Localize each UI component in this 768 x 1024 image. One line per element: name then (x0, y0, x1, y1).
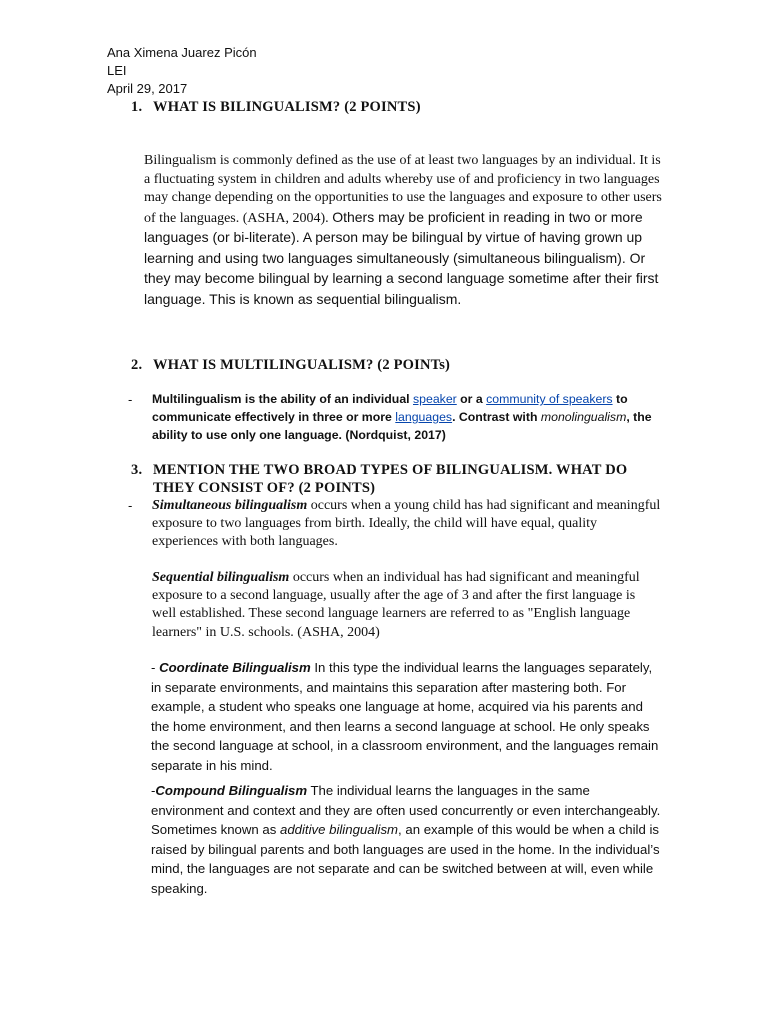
sequential-text: occurs when an individual has had significant and meaningful exposure to a second language, usually after the age of 3 and after the first language is well established. These second language learners are referred to as "English language learners" in U.S. schools. (ASHA, 2004) (152, 570, 640, 640)
sequential-paragraph (152, 569, 662, 642)
answer-1-serif-text: Bilingualism is commonly defined as the use of at least two languages by an individual. It is a fluctuating system in children and adults whereby use of and proficiency in two languages may change depending on the opportunities to use the languages and exposure to other users of the languages. (ASHA, 2004). (144, 153, 662, 226)
question-1-number: 1. (131, 99, 143, 115)
compound-term: Compound Bilingualism (155, 783, 308, 798)
simultaneous-paragraph (152, 497, 662, 552)
answer-1-paragraph (144, 152, 664, 310)
answer-2-text-4: . Contrast with (452, 410, 541, 424)
answer-2-bullet: - (128, 392, 133, 407)
speaker-link[interactable]: speaker (413, 392, 457, 406)
answer-2-text-3: to communicate effectively in three or more (152, 392, 628, 424)
coordinate-term: Coordinate Bilingualism (159, 660, 311, 675)
compound-prefix: - (151, 783, 156, 798)
languages-link[interactable]: languages (395, 410, 453, 424)
community-of-speakers-link[interactable]: community of speakers (486, 392, 613, 406)
question-2-title: WHAT IS MULTILINGUALISM? (2 POINTs) (153, 357, 451, 373)
compound-paragraph (151, 781, 661, 898)
question-3-number: 3. (131, 462, 143, 478)
author-name: Ana Ximena Juarez Picón (107, 45, 257, 60)
question-3-title: MENTION THE TWO BROAD TYPES OF BILINGUALISM. WHAT DO THEY CONSIST OF? (2 POINTS) (153, 462, 628, 496)
answer-2-paragraph (152, 390, 652, 444)
document-date: April 29, 2017 (107, 81, 188, 96)
answer-2-text-1: Multilingualism is the ability of an individual (152, 392, 413, 406)
simultaneous-text: occurs when a young child has had significant and meaningful exposure to two languages from birth. Ideally, the child will have equal, quality experiences with both languages. (152, 498, 661, 550)
question-2-number: 2. (131, 357, 143, 373)
answer-1-sans-text: Others may be proficient in reading in two or more languages (or bi-literate). A person may be bilingual by virtue of having grown up learning and using two languages simultaneously (simultaneous bilingualism). Or they may become bilingual by learning a second language sometime after their first language. This is known as sequential bilingualism. (144, 208, 659, 307)
coordinate-prefix: - (151, 660, 160, 675)
simultaneous-term: Simultaneous bilingualism (152, 498, 308, 513)
answer-3-bullet: - (128, 498, 133, 513)
additive-bilingualism-term: additive bilingualism (280, 822, 399, 837)
coordinate-paragraph (151, 658, 661, 775)
compound-text-2: , an example of this would be when a child is raised by bilingual parents and both languages are used in the home. In the individual’s mind, the languages are not separate and can be switched between at will, even while speaking. (151, 822, 660, 896)
document-header (107, 44, 257, 98)
answer-2-text-2: or a (456, 392, 487, 406)
answer-2-text-5: , the ability to use only one language. (Nordquist, 2017) (152, 410, 652, 442)
course-code: LEI (107, 63, 127, 78)
monolingualism-term: monolingualism (540, 410, 627, 424)
sequential-term: Sequential bilingualism (152, 570, 290, 585)
coordinate-text: In this type the individual learns the languages separately, in separate environments, and maintains this separation after mastering both. For example, a student who speaks one language at home, acquired via his parents and the home environment, and then learns a second language at school. He only speaks the second language at school, in a classroom environment, and the languages remain separate in his mind. (151, 660, 659, 773)
compound-text-1: The individual learns the languages in the same environment and context and they are often used concurrently or even interchangeably. Sometimes known as (151, 783, 661, 837)
question-1-title: WHAT IS BILINGUALISM? (2 POINTS) (153, 99, 421, 115)
